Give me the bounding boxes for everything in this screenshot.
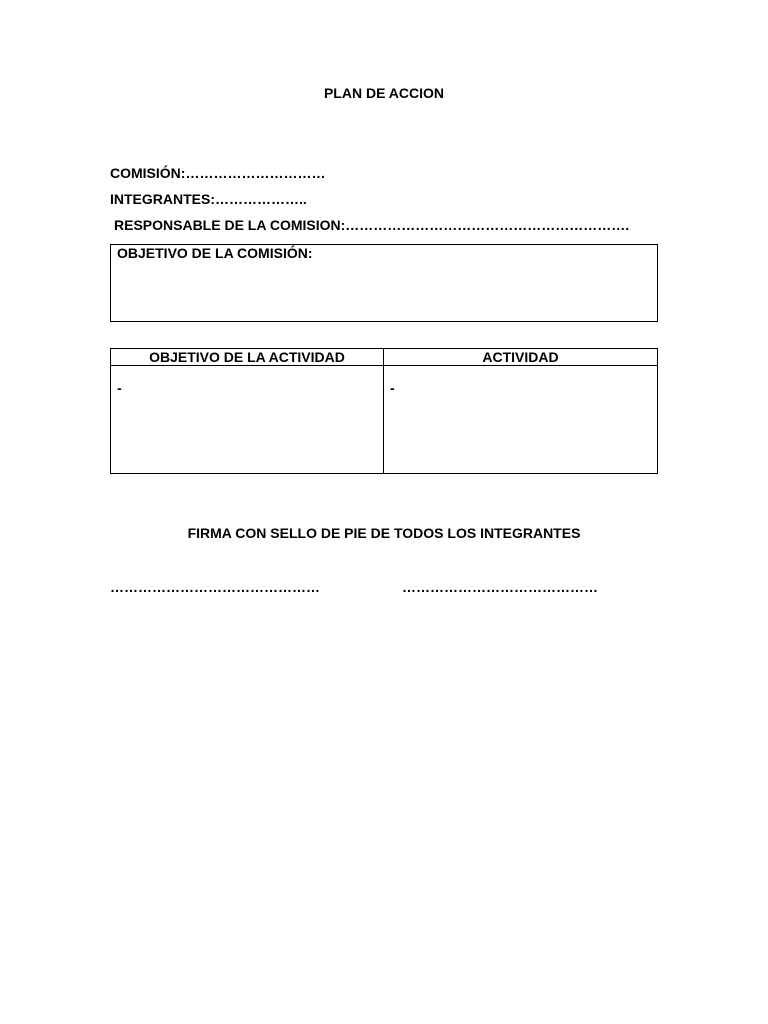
table-row	[111, 366, 658, 474]
cell-actividad: -	[384, 366, 658, 474]
signature-line-left: ………………………………………	[110, 579, 320, 595]
header-actividad: ACTIVIDAD	[384, 349, 658, 366]
cell-objetivo-actividad: -	[111, 366, 384, 474]
integrantes-field: INTEGRANTES:………………..	[110, 191, 307, 207]
signature-line-right: ……………………………………	[402, 579, 598, 595]
header-objetivo-actividad: OBJETIVO DE LA ACTIVIDAD	[111, 349, 384, 366]
document-title: PLAN DE ACCION	[323, 85, 445, 101]
responsable-field: RESPONSABLE DE LA COMISION:…………………………………………………….	[114, 217, 630, 233]
comision-field: COMISIÓN:…………………………	[110, 165, 326, 181]
objetivo-comision-box	[110, 244, 658, 322]
objetivo-comision-label: OBJETIVO DE LA COMISIÓN:	[117, 245, 313, 261]
table-header-row	[111, 349, 658, 366]
activity-table	[110, 348, 658, 474]
signature-heading: FIRMA CON SELLO DE PIE DE TODOS LOS INTEGRANTES	[187, 525, 581, 541]
